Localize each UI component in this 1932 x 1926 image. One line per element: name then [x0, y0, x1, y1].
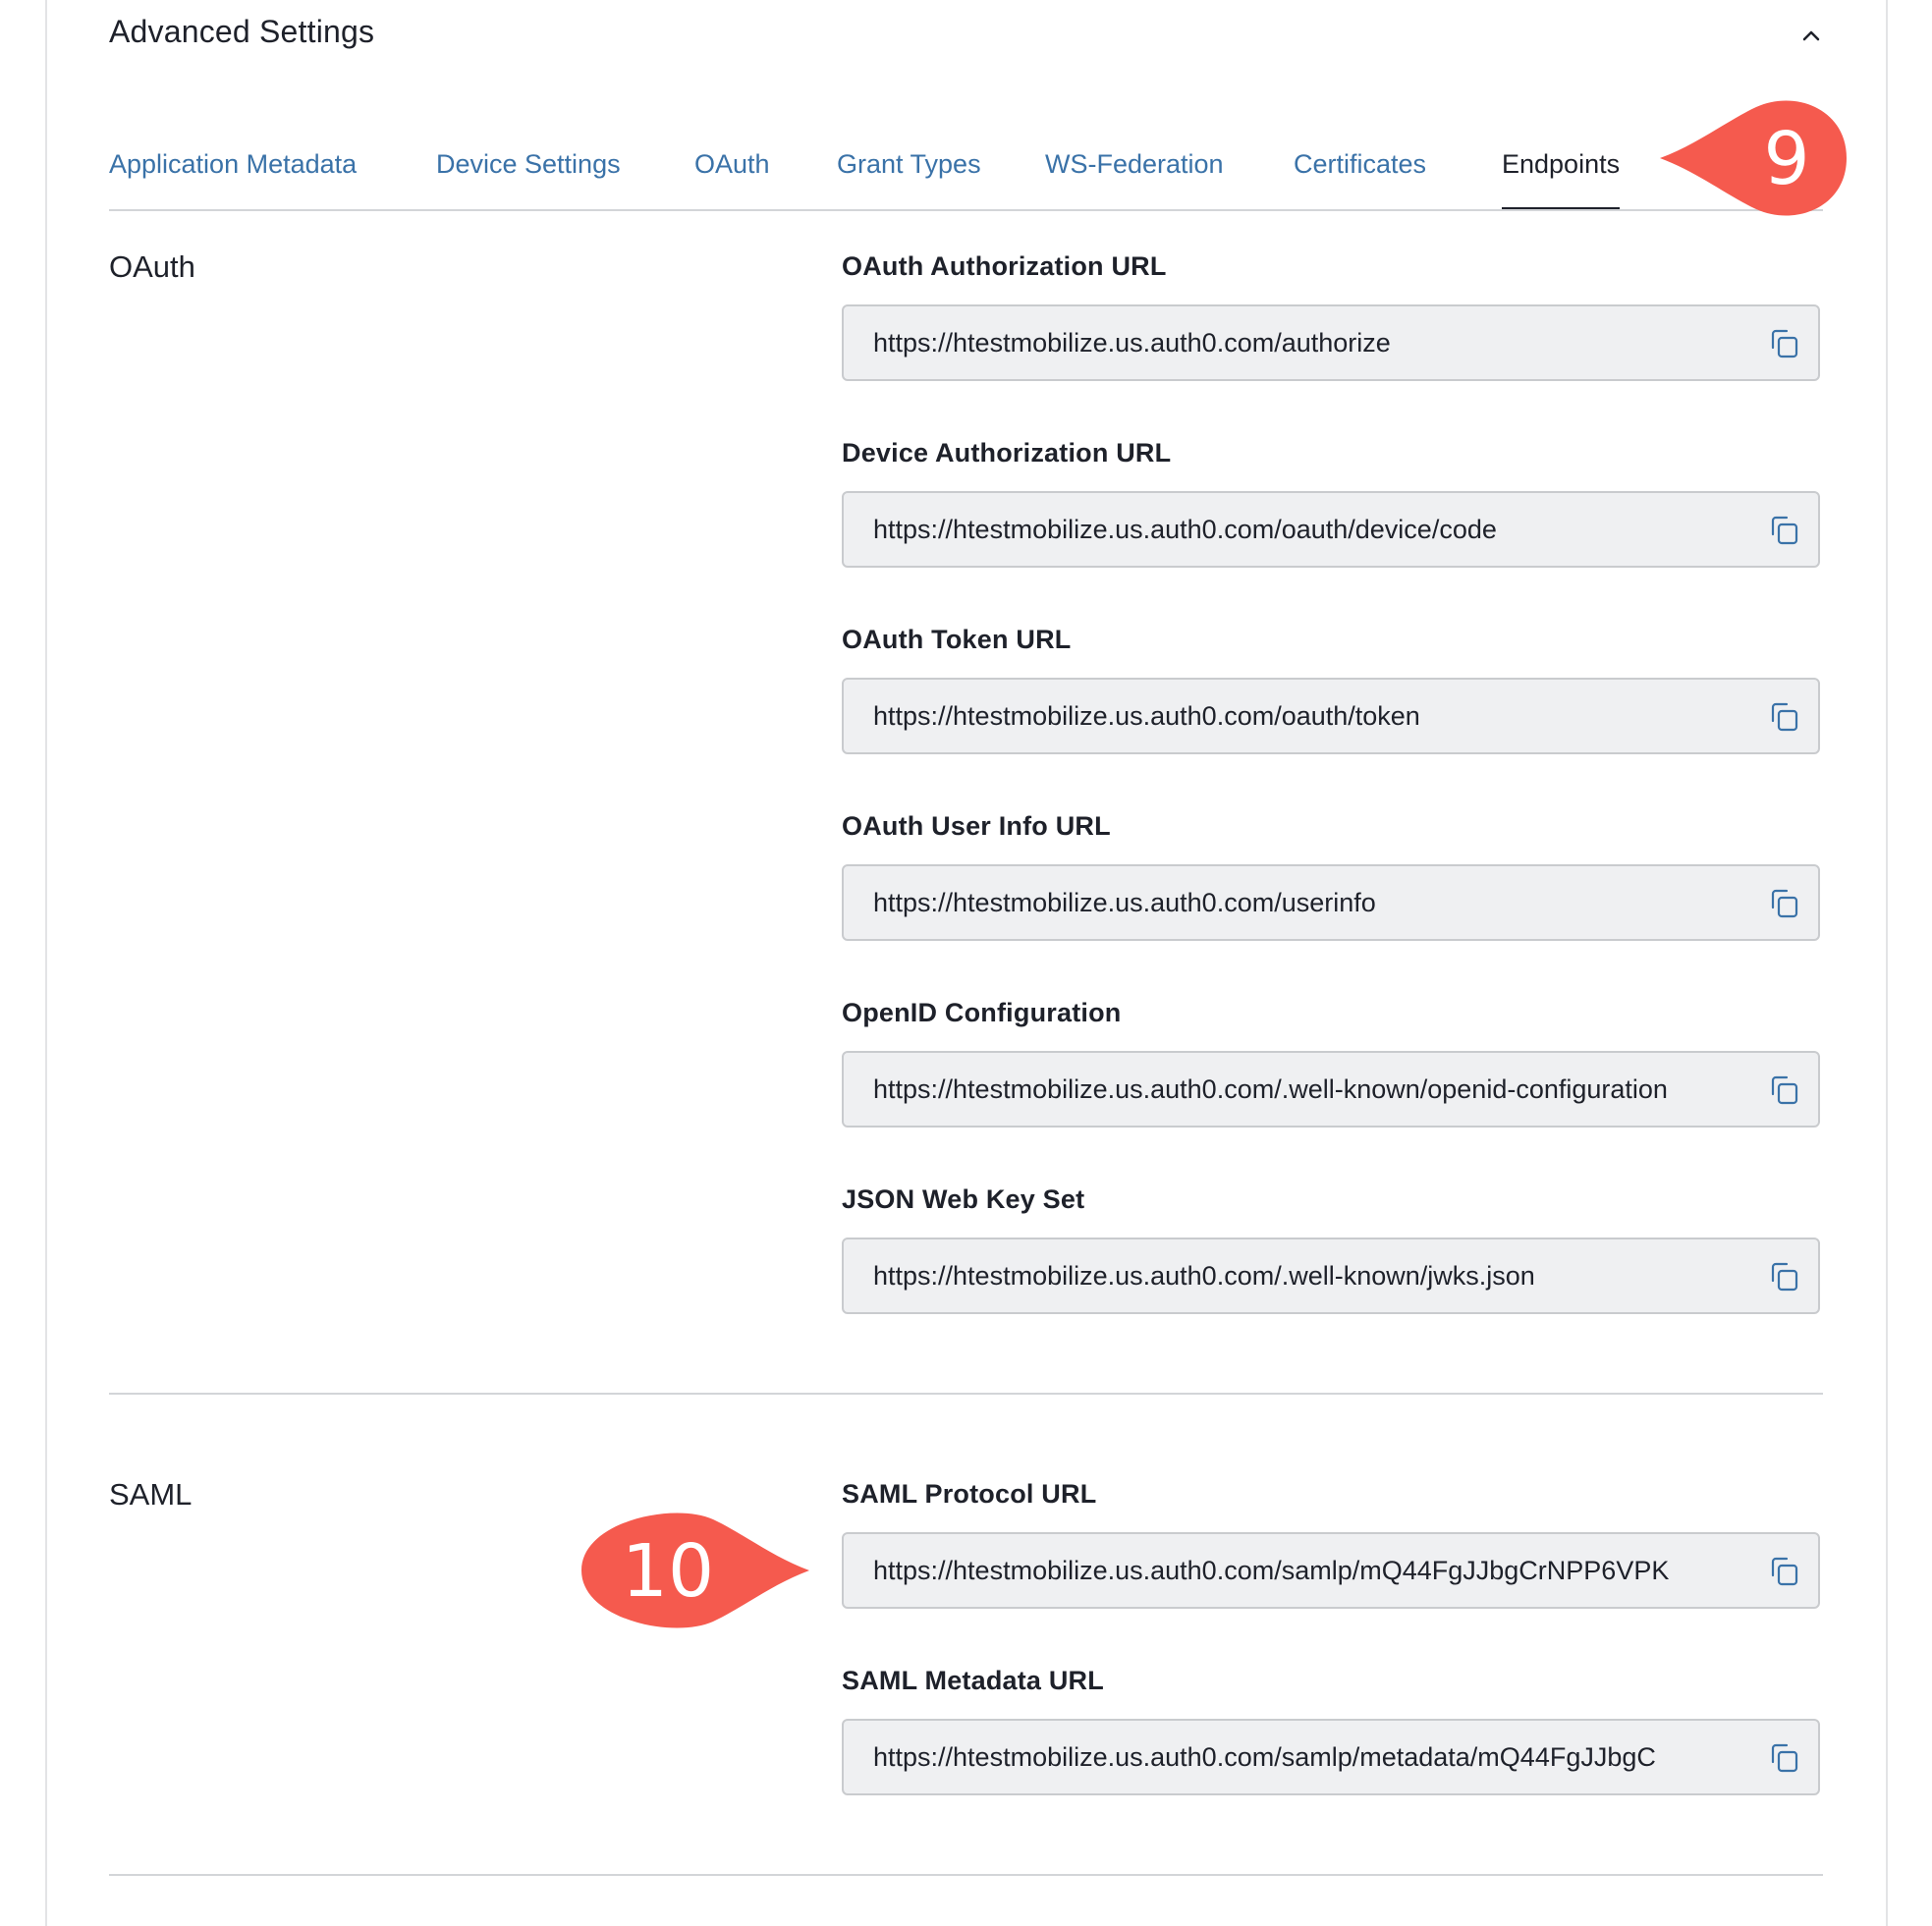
collapse-button[interactable]: [1794, 18, 1829, 53]
oauth-authorization-url-label: OAuth Authorization URL: [842, 251, 1167, 281]
copy-icon: [1767, 1259, 1802, 1294]
copy-icon: [1767, 1554, 1802, 1589]
advanced-settings-title: Advanced Settings: [109, 14, 375, 49]
oauth-authorization-url-input[interactable]: [873, 306, 1789, 379]
oauth-user-info-url-input[interactable]: [873, 866, 1789, 939]
openid-configuration-field: [842, 1051, 1820, 1128]
device-authorization-url-label: Device Authorization URL: [842, 438, 1172, 468]
tabs-divider: [109, 209, 1823, 211]
saml-metadata-url-input[interactable]: [873, 1721, 1757, 1793]
saml-protocol-url-label: SAML Protocol URL: [842, 1479, 1097, 1509]
copy-icon: [1767, 699, 1802, 735]
copy-button[interactable]: [1767, 1740, 1802, 1776]
copy-icon: [1767, 326, 1802, 361]
panel-right-border: [1886, 0, 1888, 1926]
callout-9: [1658, 95, 1849, 226]
oauth-user-info-url-field: [842, 864, 1820, 941]
json-web-key-set-field: [842, 1238, 1820, 1314]
oauth-section-title: OAuth: [109, 249, 195, 284]
callout-number: 9: [1763, 117, 1810, 201]
copy-button[interactable]: [1767, 326, 1802, 361]
panel-left-border: [45, 0, 47, 1926]
openid-configuration-input[interactable]: [873, 1053, 1757, 1126]
openid-configuration-label: OpenID Configuration: [842, 998, 1122, 1027]
tab-oauth[interactable]: OAuth: [694, 149, 770, 179]
copy-button[interactable]: [1767, 1259, 1802, 1294]
section-divider: [109, 1874, 1823, 1876]
copy-button[interactable]: [1767, 699, 1802, 735]
copy-button[interactable]: [1767, 1073, 1802, 1108]
saml-metadata-url-label: SAML Metadata URL: [842, 1666, 1104, 1695]
copy-icon: [1767, 513, 1802, 548]
tab-bar: [109, 138, 1823, 210]
callout-10: [580, 1508, 811, 1638]
tab-grant-types[interactable]: Grant Types: [837, 149, 981, 179]
tab-ws-federation[interactable]: WS-Federation: [1045, 149, 1224, 179]
tab-device-settings[interactable]: Device Settings: [436, 149, 621, 179]
chevron-up-icon: [1794, 18, 1829, 53]
copy-icon: [1767, 1073, 1802, 1108]
tab-endpoints[interactable]: Endpoints: [1502, 138, 1620, 210]
oauth-token-url-field: [842, 678, 1820, 754]
copy-button[interactable]: [1767, 886, 1802, 921]
copy-button[interactable]: [1767, 513, 1802, 548]
callout-number: 10: [621, 1529, 715, 1614]
saml-protocol-url-input[interactable]: [873, 1534, 1757, 1607]
saml-metadata-url-field: [842, 1719, 1820, 1795]
saml-section-title: SAML: [109, 1477, 193, 1512]
saml-protocol-url-field: [842, 1532, 1820, 1609]
copy-button[interactable]: [1767, 1554, 1802, 1589]
oauth-token-url-input[interactable]: [873, 680, 1789, 752]
section-divider: [109, 1393, 1823, 1395]
tab-certificates[interactable]: Certificates: [1294, 149, 1427, 179]
oauth-token-url-label: OAuth Token URL: [842, 625, 1072, 654]
copy-icon: [1767, 1740, 1802, 1776]
oauth-user-info-url-label: OAuth User Info URL: [842, 811, 1111, 841]
json-web-key-set-input[interactable]: [873, 1239, 1789, 1312]
copy-icon: [1767, 886, 1802, 921]
tab-application-metadata[interactable]: Application Metadata: [109, 149, 358, 179]
device-authorization-url-input[interactable]: [873, 493, 1789, 566]
device-authorization-url-field: [842, 491, 1820, 568]
oauth-authorization-url-field: [842, 304, 1820, 381]
json-web-key-set-label: JSON Web Key Set: [842, 1184, 1085, 1214]
